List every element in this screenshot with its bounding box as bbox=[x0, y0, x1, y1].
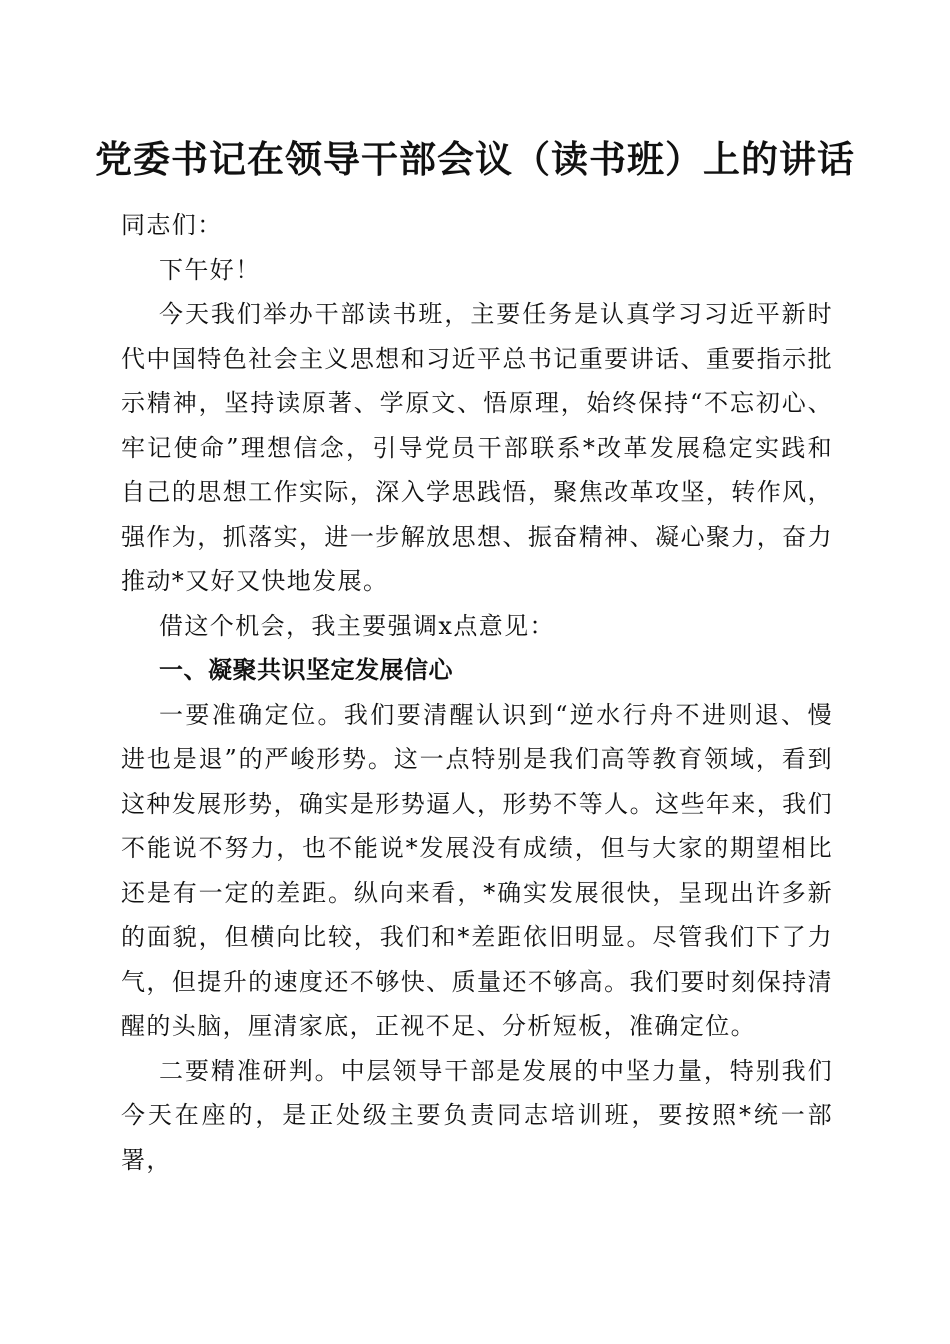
points-intro-paragraph: 借这个机会，我主要强调x点意见： bbox=[159, 611, 555, 640]
document-title: 党委书记在领导干部会议（读书班）上的讲话 bbox=[95, 137, 855, 181]
salutation: 同志们： bbox=[121, 211, 223, 239]
section-paragraph-positioning: 一要准确定位。我们要清醒认识到“逆水行舟不进则退、慢进也是退”的严峻形势。这一点特别是我们高等教育领域，看到这种发展形势，确实是形势逼人，形势不等人。这些年来，我们不能说不努力，也不能说*发展没有成绩，但与大家的期望相比还是有一定的差距。纵向来看，*确实发展很快，呈现出许多新的面貌，但横向比较，我们和*差距依旧明显。尽管我们下了力气，但提升的速度还不够快、质量还不够高。我们要时刻保持清醒的头脑，厘清家底，正视不足、分析短板，准确定位。 bbox=[121, 700, 833, 1040]
document-body bbox=[121, 203, 833, 1182]
section-heading: 一、凝聚共识坚定发展信心 bbox=[159, 656, 453, 684]
intro-paragraph: 今天我们举办干部读书班，主要任务是认真学习习近平新时代中国特色社会主义思想和习近平总书记重要讲话、重要指示批示精神，坚持读原著、学原文、悟原理，始终保持“不忘初心、牢记使命”理想信念，引导党员干部联系*改革发展稳定实践和自己的思想工作实际，深入学思践悟，聚焦改革攻坚，转作风，强作为，抓落实，进一步解放思想、振奋精神、凝心聚力，奋力推动*又好又快地发展。 bbox=[121, 300, 833, 595]
section-paragraph-judgment: 二要精准研判。中层领导干部是发展的中坚力量，特别我们今天在座的，是正处级主要负责同志培训班，要按照*统一部署， bbox=[121, 1056, 833, 1174]
greeting: 下午好！ bbox=[159, 255, 261, 284]
